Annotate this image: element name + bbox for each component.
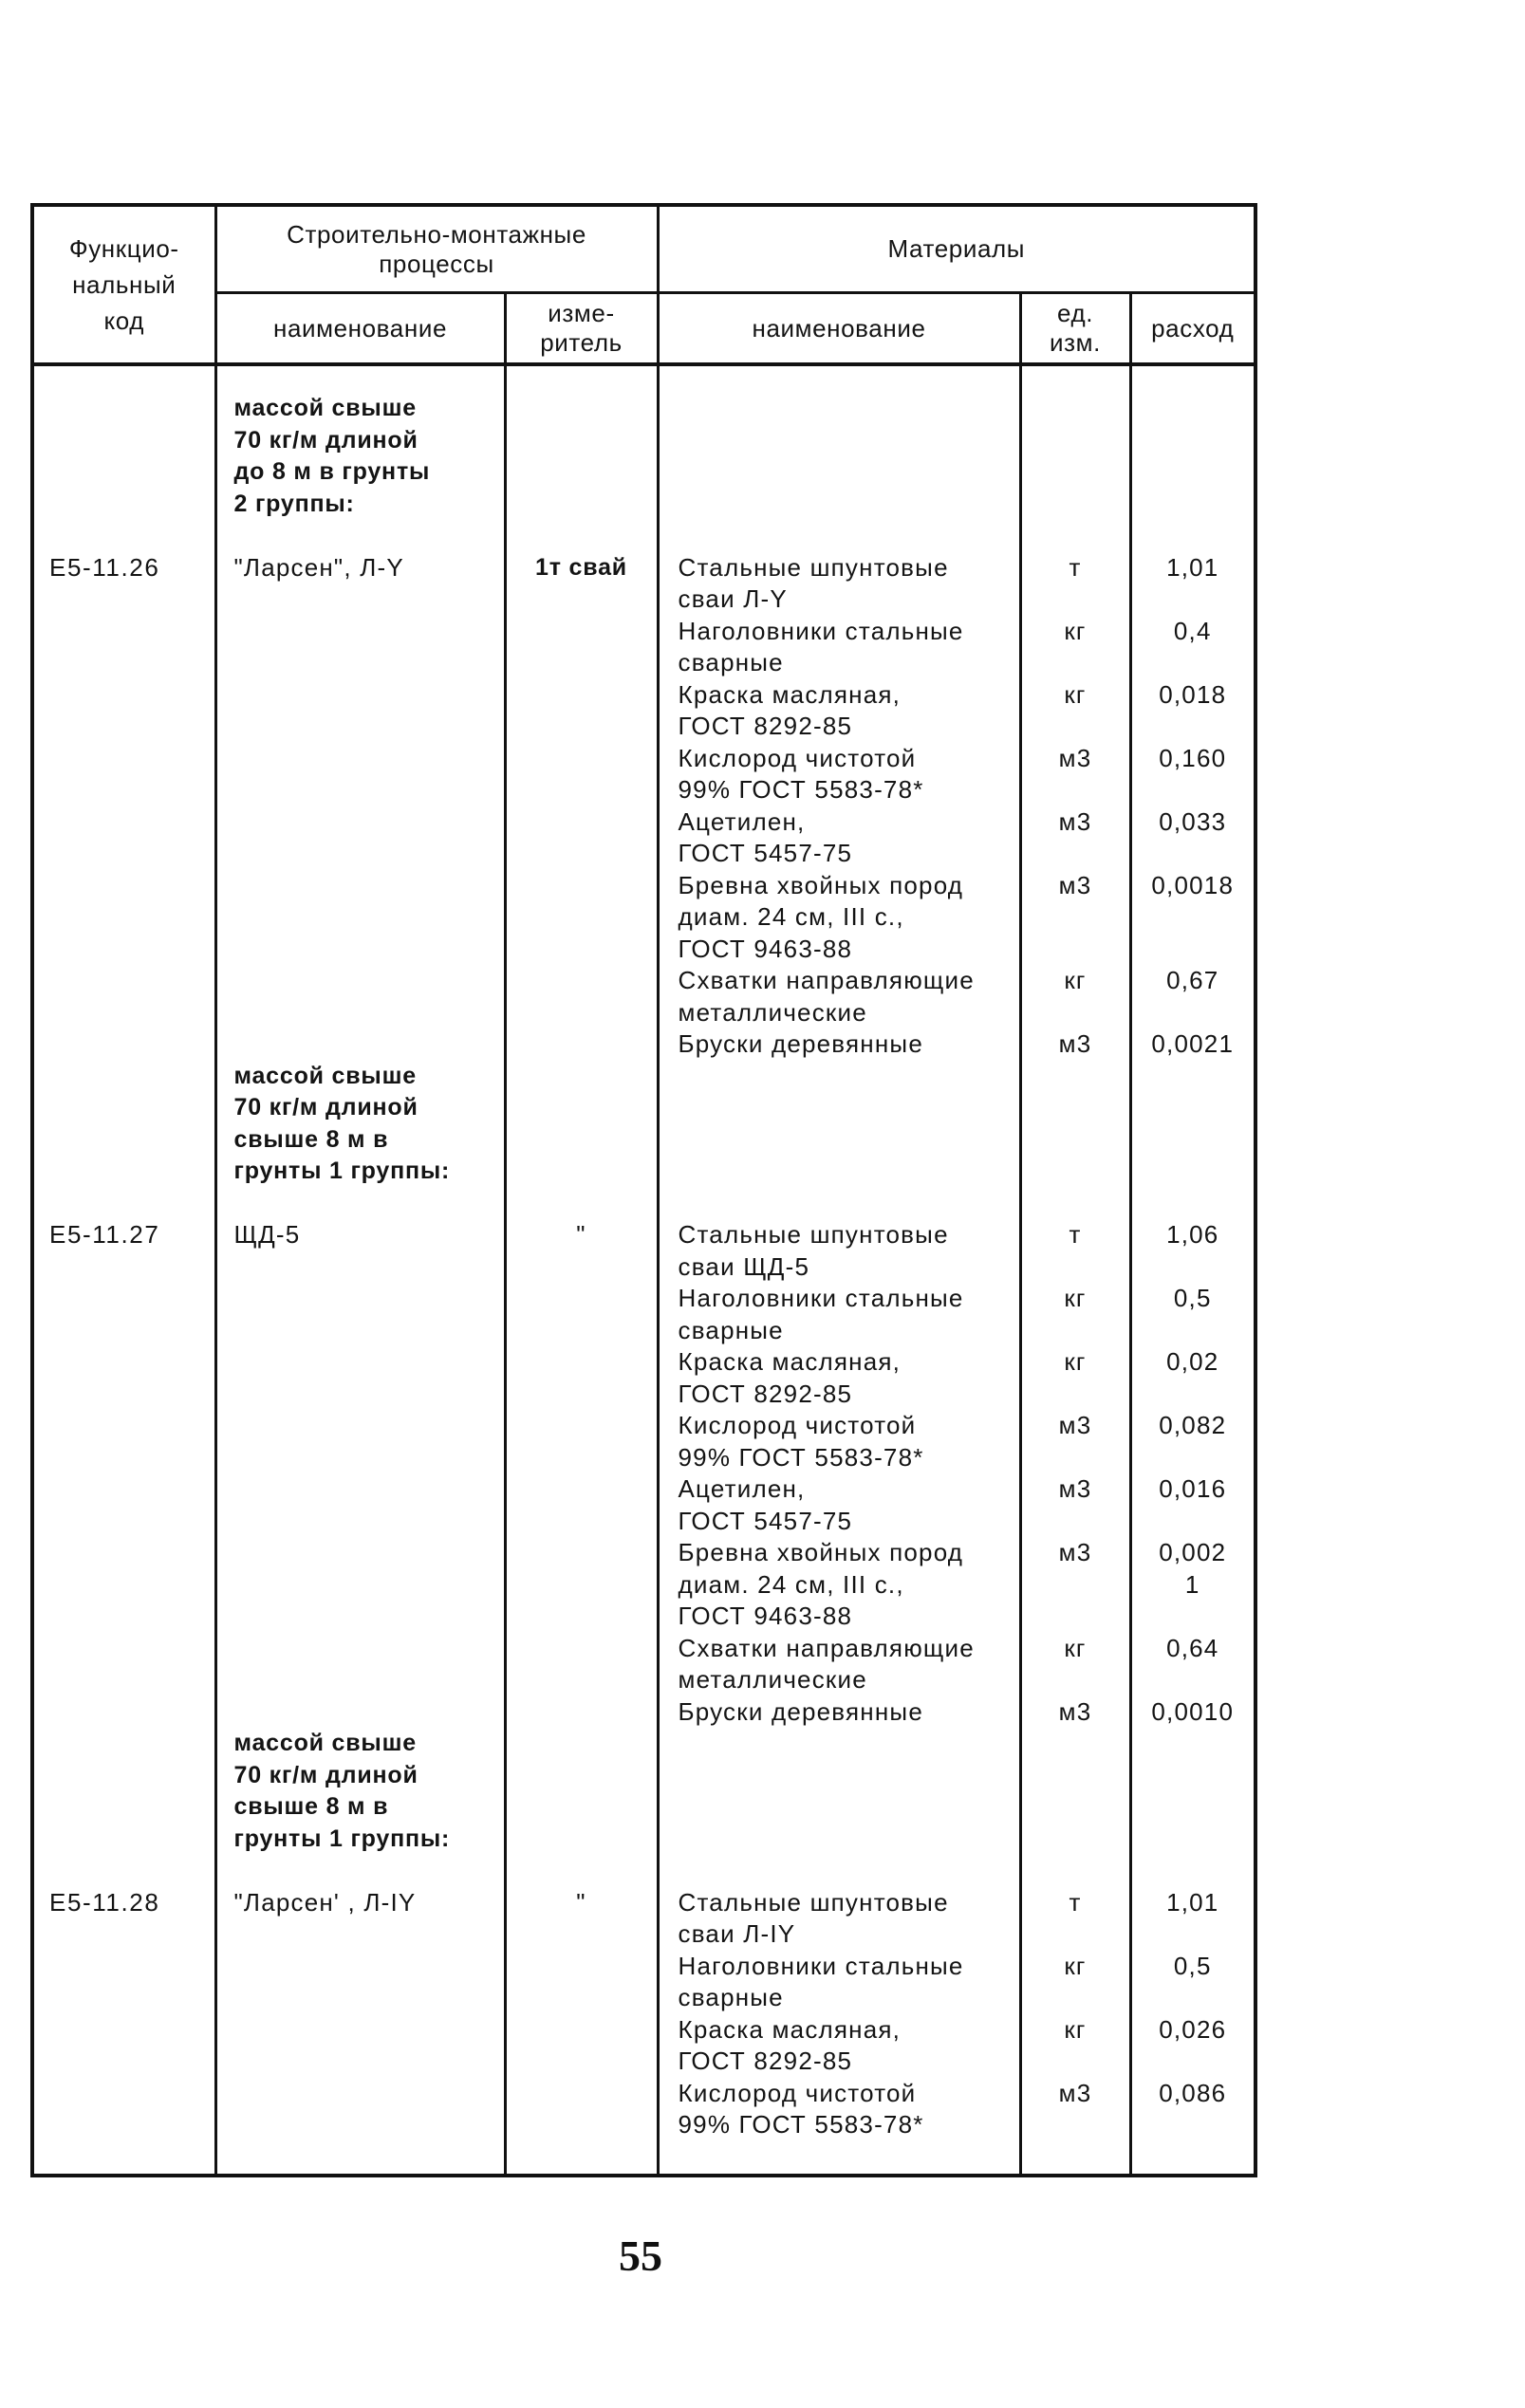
empty-cell (215, 965, 505, 1028)
empty-cell (215, 679, 505, 743)
empty-cell (215, 520, 505, 552)
empty-cell (1020, 1728, 1130, 1855)
material-unit: м3 (1020, 806, 1130, 870)
empty-cell (505, 1728, 658, 1855)
material-name: Ацетилен, ГОСТ 5457-75 (658, 806, 1020, 870)
header-row (32, 293, 1255, 365)
empty-cell (215, 1951, 505, 2014)
empty-cell (215, 2078, 505, 2141)
material-amount: 0,086 (1130, 2078, 1255, 2141)
section-heading-row (32, 364, 1255, 520)
material-unit: м3 (1020, 743, 1130, 806)
empty-cell (1130, 1728, 1255, 1855)
section-heading: массой свыше 70 кг/м длиной до 8 м в грунты 2 группы: (215, 364, 505, 520)
material-unit: кг (1020, 1633, 1130, 1696)
material-name: Кислород чистотой 99% ГОСТ 5583-78* (658, 743, 1020, 806)
material-unit: м3 (1020, 1028, 1130, 1061)
page-number: 55 (619, 2232, 662, 2280)
table-row (32, 1028, 1255, 1061)
empty-cell (505, 1855, 658, 1887)
empty-cell (32, 2141, 215, 2176)
table-row (32, 616, 1255, 679)
material-unit: м3 (1020, 2078, 1130, 2141)
material-amount: 0,026 (1130, 2014, 1255, 2078)
empty-cell (505, 520, 658, 552)
section-heading: массой свыше 70 кг/м длиной свыше 8 м в грунты 1 группы: (215, 1728, 505, 1855)
material-amount: 0,4 (1130, 616, 1255, 679)
empty-cell (32, 870, 215, 966)
empty-cell (32, 1061, 215, 1188)
functional-code: Е5-11.26 (32, 552, 215, 616)
empty-cell (505, 1283, 658, 1346)
empty-cell (658, 520, 1020, 552)
material-amount: 0,5 (1130, 1951, 1255, 2014)
empty-cell (32, 1951, 215, 2014)
table-row (32, 965, 1255, 1028)
material-name: Краска масляная, ГОСТ 8292-85 (658, 2014, 1020, 2078)
table-row (32, 2014, 1255, 2078)
table-row (32, 743, 1255, 806)
empty-cell (32, 1855, 215, 1887)
material-amount: 0,0018 (1130, 870, 1255, 966)
material-name: Краска масляная, ГОСТ 8292-85 (658, 1346, 1020, 1410)
empty-cell (215, 806, 505, 870)
empty-cell (32, 1283, 215, 1346)
empty-cell (215, 1410, 505, 1473)
material-unit: кг (1020, 679, 1130, 743)
empty-cell (32, 1696, 215, 1729)
material-name: Кислород чистотой 99% ГОСТ 5583-78* (658, 1410, 1020, 1473)
empty-cell (1020, 520, 1130, 552)
empty-cell (505, 1188, 658, 1220)
material-unit: кг (1020, 1283, 1130, 1346)
table-row (32, 1633, 1255, 1696)
material-unit: т (1020, 1219, 1130, 1283)
empty-cell (658, 364, 1020, 520)
material-name: Стальные шпунтовые сваи Л-Y (658, 552, 1020, 616)
empty-cell (32, 1537, 215, 1633)
empty-cell (1130, 1855, 1255, 1887)
material-unit: кг (1020, 616, 1130, 679)
empty-cell (1130, 1061, 1255, 1188)
empty-cell (505, 679, 658, 743)
empty-cell (32, 806, 215, 870)
table-row (32, 1473, 1255, 1537)
empty-cell (215, 1633, 505, 1696)
empty-cell (1020, 1855, 1130, 1887)
material-amount: 0,0021 (1130, 1028, 1255, 1061)
process-name: "Ларсен' , Л-IY (215, 1887, 505, 1951)
empty-cell (215, 1855, 505, 1887)
material-name: Бревна хвойных пород диам. 24 см, III с., ГОСТ 9463-88 (658, 1537, 1020, 1633)
empty-cell (215, 616, 505, 679)
empty-cell (32, 1346, 215, 1410)
empty-cell (505, 2141, 658, 2176)
table-row (32, 1887, 1255, 1951)
empty-cell (32, 1188, 215, 1220)
material-name: Бруски деревянные (658, 1028, 1020, 1061)
header-material-unit: ед. изм. (1020, 293, 1130, 365)
empty-cell (32, 1728, 215, 1855)
empty-cell (505, 2014, 658, 2078)
empty-cell (505, 965, 658, 1028)
spacer-row (32, 1855, 1255, 1887)
empty-cell (505, 1696, 658, 1729)
empty-cell (1130, 1188, 1255, 1220)
material-name: Наголовники стальные сварные (658, 616, 1020, 679)
empty-cell (215, 2141, 505, 2176)
table-row (32, 870, 1255, 966)
process-unit: 1т свай (505, 552, 658, 616)
spacer-row (32, 2141, 1255, 2176)
material-amount: 0,160 (1130, 743, 1255, 806)
empty-cell (215, 1696, 505, 1729)
header-materials: Материалы (658, 205, 1255, 293)
material-name: Наголовники стальные сварные (658, 1951, 1020, 2014)
material-name: Схватки направляющие металлические (658, 965, 1020, 1028)
material-amount: 0,0010 (1130, 1696, 1255, 1729)
empty-cell (505, 1061, 658, 1188)
material-amount: 1,01 (1130, 552, 1255, 616)
table-row (32, 1951, 1255, 2014)
header-material-name: наименование (658, 293, 1020, 365)
table-row (32, 552, 1255, 616)
empty-cell (215, 870, 505, 966)
material-unit: кг (1020, 1346, 1130, 1410)
table-row (32, 1346, 1255, 1410)
material-unit: кг (1020, 1951, 1130, 2014)
empty-cell (32, 679, 215, 743)
empty-cell (1130, 520, 1255, 552)
empty-cell (1020, 2141, 1130, 2176)
empty-cell (215, 1346, 505, 1410)
material-amount: 1,06 (1130, 1219, 1255, 1283)
material-unit: м3 (1020, 1537, 1130, 1633)
empty-cell (505, 1537, 658, 1633)
material-amount: 0,082 (1130, 1410, 1255, 1473)
header-processes: Строительно-монтажные процессы (215, 205, 658, 293)
material-name: Схватки направляющие металлические (658, 1633, 1020, 1696)
empty-cell (32, 364, 215, 520)
empty-cell (1020, 1188, 1130, 1220)
material-unit: кг (1020, 2014, 1130, 2078)
process-unit: " (505, 1219, 658, 1283)
empty-cell (505, 1951, 658, 2014)
process-unit: " (505, 1887, 658, 1951)
material-unit: т (1020, 552, 1130, 616)
empty-cell (32, 2014, 215, 2078)
empty-cell (505, 1028, 658, 1061)
material-name: Стальные шпунтовые сваи Л-IY (658, 1887, 1020, 1951)
empty-cell (505, 1346, 658, 1410)
material-amount: 0,64 (1130, 1633, 1255, 1696)
header-process-unit: изме- ритель (505, 293, 658, 365)
empty-cell (215, 1283, 505, 1346)
table-row (32, 2078, 1255, 2141)
empty-cell (1130, 364, 1255, 520)
materials-table (30, 203, 1257, 2177)
table-row (32, 1219, 1255, 1283)
empty-cell (32, 965, 215, 1028)
material-unit: т (1020, 1887, 1130, 1951)
empty-cell (215, 2014, 505, 2078)
material-amount: 0,016 (1130, 1473, 1255, 1537)
material-unit: м3 (1020, 1696, 1130, 1729)
empty-cell (215, 1473, 505, 1537)
empty-cell (505, 2078, 658, 2141)
empty-cell (32, 2078, 215, 2141)
empty-cell (32, 743, 215, 806)
empty-cell (505, 806, 658, 870)
empty-cell (215, 1188, 505, 1220)
table-row (32, 1410, 1255, 1473)
empty-cell (32, 1633, 215, 1696)
header-functional-code: Функцио- нальный код (32, 205, 215, 364)
empty-cell (215, 743, 505, 806)
empty-cell (505, 870, 658, 966)
table-row (32, 1537, 1255, 1633)
functional-code: Е5-11.27 (32, 1219, 215, 1283)
empty-cell (658, 1061, 1020, 1188)
empty-cell (1130, 2141, 1255, 2176)
table-row (32, 1283, 1255, 1346)
empty-cell (658, 1188, 1020, 1220)
table-row (32, 679, 1255, 743)
material-amount: 0,018 (1130, 679, 1255, 743)
section-heading-row (32, 1728, 1255, 1855)
empty-cell (1020, 1061, 1130, 1188)
material-name: Ацетилен, ГОСТ 5457-75 (658, 1473, 1020, 1537)
header-row (32, 205, 1255, 293)
empty-cell (1020, 364, 1130, 520)
empty-cell (32, 1028, 215, 1061)
process-name: "Ларсен", Л-Y (215, 552, 505, 616)
material-amount: 0,5 (1130, 1283, 1255, 1346)
table-row (32, 1696, 1255, 1729)
spacer-row (32, 520, 1255, 552)
material-unit: м3 (1020, 1473, 1130, 1537)
empty-cell (505, 1473, 658, 1537)
section-heading: массой свыше 70 кг/м длиной свыше 8 м в грунты 1 группы: (215, 1061, 505, 1188)
empty-cell (215, 1537, 505, 1633)
process-name: ЩД-5 (215, 1219, 505, 1283)
material-amount: 0,67 (1130, 965, 1255, 1028)
material-name: Бруски деревянные (658, 1696, 1020, 1729)
section-heading-row (32, 1061, 1255, 1188)
material-unit: кг (1020, 965, 1130, 1028)
material-name: Бревна хвойных пород диам. 24 см, III с., ГОСТ 9463-88 (658, 870, 1020, 966)
table-row (32, 806, 1255, 870)
empty-cell (215, 1028, 505, 1061)
functional-code: Е5-11.28 (32, 1887, 215, 1951)
spacer-row (32, 1188, 1255, 1220)
empty-cell (505, 743, 658, 806)
empty-cell (658, 2141, 1020, 2176)
material-amount: 0,033 (1130, 806, 1255, 870)
material-amount: 0,02 (1130, 1346, 1255, 1410)
material-amount: 1,01 (1130, 1887, 1255, 1951)
material-name: Кислород чистотой 99% ГОСТ 5583-78* (658, 2078, 1020, 2141)
table-header (32, 205, 1255, 364)
empty-cell (505, 364, 658, 520)
table-body (32, 364, 1255, 2176)
empty-cell (32, 1410, 215, 1473)
empty-cell (32, 1473, 215, 1537)
material-name: Стальные шпунтовые сваи ЩД-5 (658, 1219, 1020, 1283)
empty-cell (505, 1633, 658, 1696)
empty-cell (658, 1728, 1020, 1855)
empty-cell (32, 616, 215, 679)
material-unit: м3 (1020, 870, 1130, 966)
material-name: Наголовники стальные сварные (658, 1283, 1020, 1346)
empty-cell (505, 616, 658, 679)
empty-cell (658, 1855, 1020, 1887)
header-process-name: наименование (215, 293, 505, 365)
empty-cell (32, 520, 215, 552)
material-amount: 0,002 1 (1130, 1537, 1255, 1633)
empty-cell (505, 1410, 658, 1473)
material-name: Краска масляная, ГОСТ 8292-85 (658, 679, 1020, 743)
material-unit: м3 (1020, 1410, 1130, 1473)
header-material-amount: расход (1130, 293, 1255, 365)
